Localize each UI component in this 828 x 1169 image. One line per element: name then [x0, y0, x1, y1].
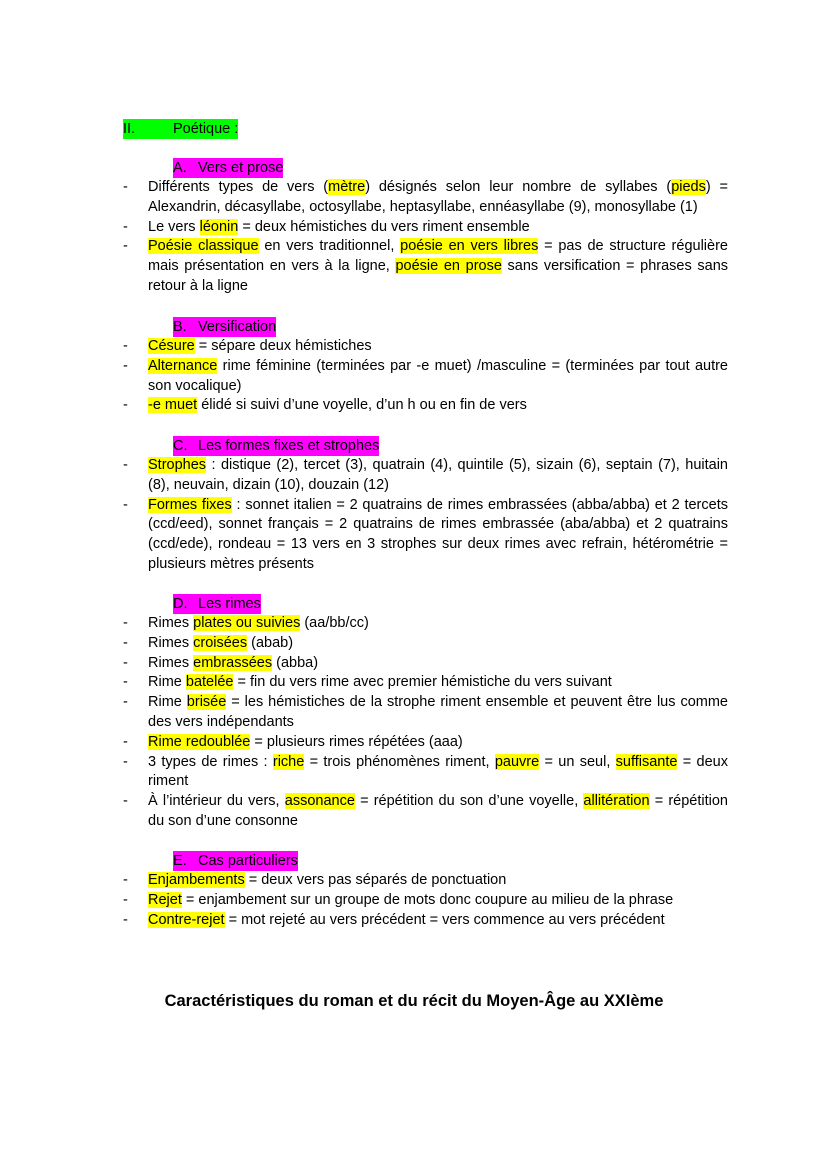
highlighted-term: assonance — [284, 793, 355, 810]
bullet-item — [119, 891, 728, 911]
item-text: = mot rejeté au vers précédent = vers commence au vers précédent — [224, 911, 665, 928]
highlighted-term: plates ou suivies — [193, 615, 301, 631]
item-text: Le vers — [148, 218, 200, 235]
bullet-dash: - — [123, 457, 128, 473]
highlighted-term: mètre — [328, 179, 366, 195]
subsection-letter: B. — [173, 319, 187, 335]
bullet-item — [119, 634, 728, 654]
bullet-dash: - — [123, 634, 128, 651]
highlighted-term: Strophes — [148, 457, 207, 473]
bullet-item — [119, 911, 728, 931]
highlighted-term: Rime redoublée — [148, 733, 251, 750]
highlighted-term: pauvre — [494, 753, 540, 770]
section-number: II. — [123, 121, 136, 137]
highlighted-term: riche — [272, 753, 305, 770]
item-text: À l’intérieur du vers, — [148, 793, 285, 810]
item-text: (aa/bb/cc) — [300, 615, 369, 631]
item-text: sans versification = phrases sans retour à la ligne — [148, 258, 729, 294]
subsection-title: Les formes fixes et strophes — [198, 438, 380, 454]
bullet-dash: - — [123, 891, 128, 908]
item-text: Rimes — [148, 615, 194, 631]
bullet-dash: - — [123, 753, 128, 770]
highlighted-term: Césure — [148, 338, 195, 354]
highlighted-term: Contre-rejet — [148, 911, 225, 928]
highlighted-term: embrassées — [193, 654, 273, 671]
bullet-item — [119, 654, 728, 674]
highlighted-term: allitération — [583, 793, 650, 810]
item-text: (abba) — [272, 654, 319, 671]
bullet-dash: - — [123, 357, 128, 374]
bullet-item — [119, 496, 728, 575]
bullet-item — [119, 753, 728, 793]
subsection-list-a — [119, 178, 728, 297]
subsection-title: Les rimes — [198, 596, 261, 612]
bullet-dash: - — [123, 218, 128, 235]
bullet-item — [119, 733, 728, 753]
item-text: en vers traditionnel, — [258, 238, 401, 255]
bullet-item — [119, 237, 728, 296]
item-text: (abab) — [247, 634, 294, 651]
bullet-item — [119, 396, 728, 416]
item-text: Différents types de vers ( — [148, 179, 329, 195]
bullet-item — [119, 693, 728, 733]
subsection-heading-d — [173, 594, 261, 614]
bullet-item — [119, 218, 728, 238]
item-text: = pas de structure régulière mais présentation en vers à la ligne, — [148, 238, 728, 275]
bullet-item — [119, 614, 728, 634]
item-text: = deux riment — [148, 753, 728, 790]
bullet-dash: - — [123, 338, 128, 354]
bullet-dash: - — [123, 615, 128, 631]
item-text: élidé si suivi d’une voyelle, d’un h ou en fin de vers — [197, 397, 527, 414]
bullet-dash: - — [123, 397, 128, 414]
item-text: Rimes — [148, 634, 194, 651]
item-text: Rimes — [148, 654, 194, 671]
bullet-item — [119, 792, 728, 832]
item-text: = répétition du son d’une voyelle, — [354, 793, 584, 810]
next-chapter-title: Caractéristiques du roman et du récit du Moyen-Âge au XXIème — [164, 992, 664, 1010]
item-text: : sonnet italien = 2 quatrains de rimes embrassées (abba/abba) et 2 tercets (ccd/eed), sonnet français = 2 quatrains de rimes embrassée (aba/abba) et 2 quatrains (ccd/ede), rondeau = 13 vers en 3 strophes sur deux rimes avec refrain, hétérométrie = plusieurs mètres présents — [148, 496, 728, 572]
item-text: 3 types de rimes : — [148, 753, 273, 770]
item-text: = trois phénomènes riment, — [304, 753, 495, 770]
highlighted-term: Poésie classique — [148, 238, 259, 255]
bullet-dash: - — [123, 179, 128, 195]
highlighted-term: Rejet — [148, 891, 182, 908]
item-text: = les hémistiches de la strophe riment ensemble et peuvent être lus comme des vers indépendants — [148, 694, 728, 730]
item-text: ) désignés selon leur nombre de syllabes ( — [365, 179, 672, 195]
bullet-item — [119, 673, 728, 693]
section-heading — [123, 119, 238, 139]
item-text: : distique (2), tercet (3), quatrain (4), quintile (5), sizain (6), septain (7), huitain (8), neuvain, dizain (10), douzain (12) — [148, 457, 728, 493]
highlighted-term: -e muet — [148, 397, 198, 414]
highlighted-term: poésie en vers libres — [400, 238, 539, 255]
bullet-item — [119, 178, 728, 218]
item-text: = fin du vers rime avec premier hémistiche du vers suivant — [233, 674, 612, 691]
subsection-title: Vers et prose — [198, 160, 284, 176]
highlighted-term: poésie en prose — [395, 258, 502, 275]
bullet-item — [119, 456, 728, 496]
bullet-dash: - — [123, 694, 128, 711]
bullet-dash: - — [123, 238, 128, 255]
bullet-dash: - — [123, 872, 128, 888]
subsection-heading-e — [173, 851, 298, 871]
highlighted-term: Alternance — [148, 357, 218, 374]
subsection-heading-c — [173, 436, 379, 456]
item-text: Rime — [148, 694, 187, 711]
bullet-item — [119, 357, 728, 397]
bullet-dash: - — [123, 733, 128, 750]
subsection-title: Versification — [198, 319, 277, 335]
highlighted-term: pieds — [671, 179, 706, 195]
bullet-item — [119, 337, 728, 357]
bullet-dash: - — [123, 793, 128, 810]
item-text: = enjambement sur un groupe de mots donc coupure au milieu de la phrase — [181, 891, 674, 908]
item-text: ) = Alexandrin, décasyllabe, octosyllabe, heptasyllabe, ennéasyllabe (9), monosyllabe (1) — [148, 179, 728, 215]
highlighted-term: batelée — [185, 674, 234, 691]
subsection-letter: E. — [173, 853, 187, 869]
item-text: = deux hémistiches du vers riment ensemble — [238, 218, 530, 235]
subsection-letter: A. — [173, 160, 187, 176]
item-text: = un seul, — [539, 753, 616, 770]
bullet-item — [119, 871, 728, 891]
subsection-letter: C. — [173, 438, 188, 454]
item-text: = sépare deux hémistiches — [194, 338, 372, 354]
highlighted-term: Enjambements — [148, 872, 245, 888]
highlighted-term: Formes fixes — [148, 496, 232, 513]
subsection-list-b — [119, 337, 728, 416]
subsection-title: Cas particuliers — [198, 853, 298, 869]
subsection-list-d — [119, 614, 728, 832]
highlighted-term: brisée — [186, 694, 227, 711]
item-text: = deux vers pas séparés de ponctuation — [244, 872, 507, 888]
section-title: Poétique : — [173, 121, 239, 137]
subsection-list-c — [119, 456, 728, 575]
subsection-heading-b — [173, 317, 276, 337]
item-text: = plusieurs rimes répétées (aaa) — [250, 733, 463, 750]
highlighted-term: croisées — [193, 634, 248, 651]
subsection-letter: D. — [173, 596, 188, 612]
subsection-list-e — [119, 871, 728, 930]
item-text: Rime — [148, 674, 186, 691]
item-text: = répétition du son d’une consonne — [148, 793, 728, 829]
bullet-dash: - — [123, 654, 128, 671]
subsection-heading-a — [173, 158, 283, 178]
item-text: rime féminine (terminées par -e muet) /masculine = (terminées par tout autre son vocalique) — [148, 357, 728, 394]
bullet-dash: - — [123, 496, 128, 513]
highlighted-term: léonin — [199, 218, 239, 235]
bullet-dash: - — [123, 674, 128, 691]
highlighted-term: suffisante — [615, 753, 678, 770]
bullet-dash: - — [123, 911, 128, 928]
